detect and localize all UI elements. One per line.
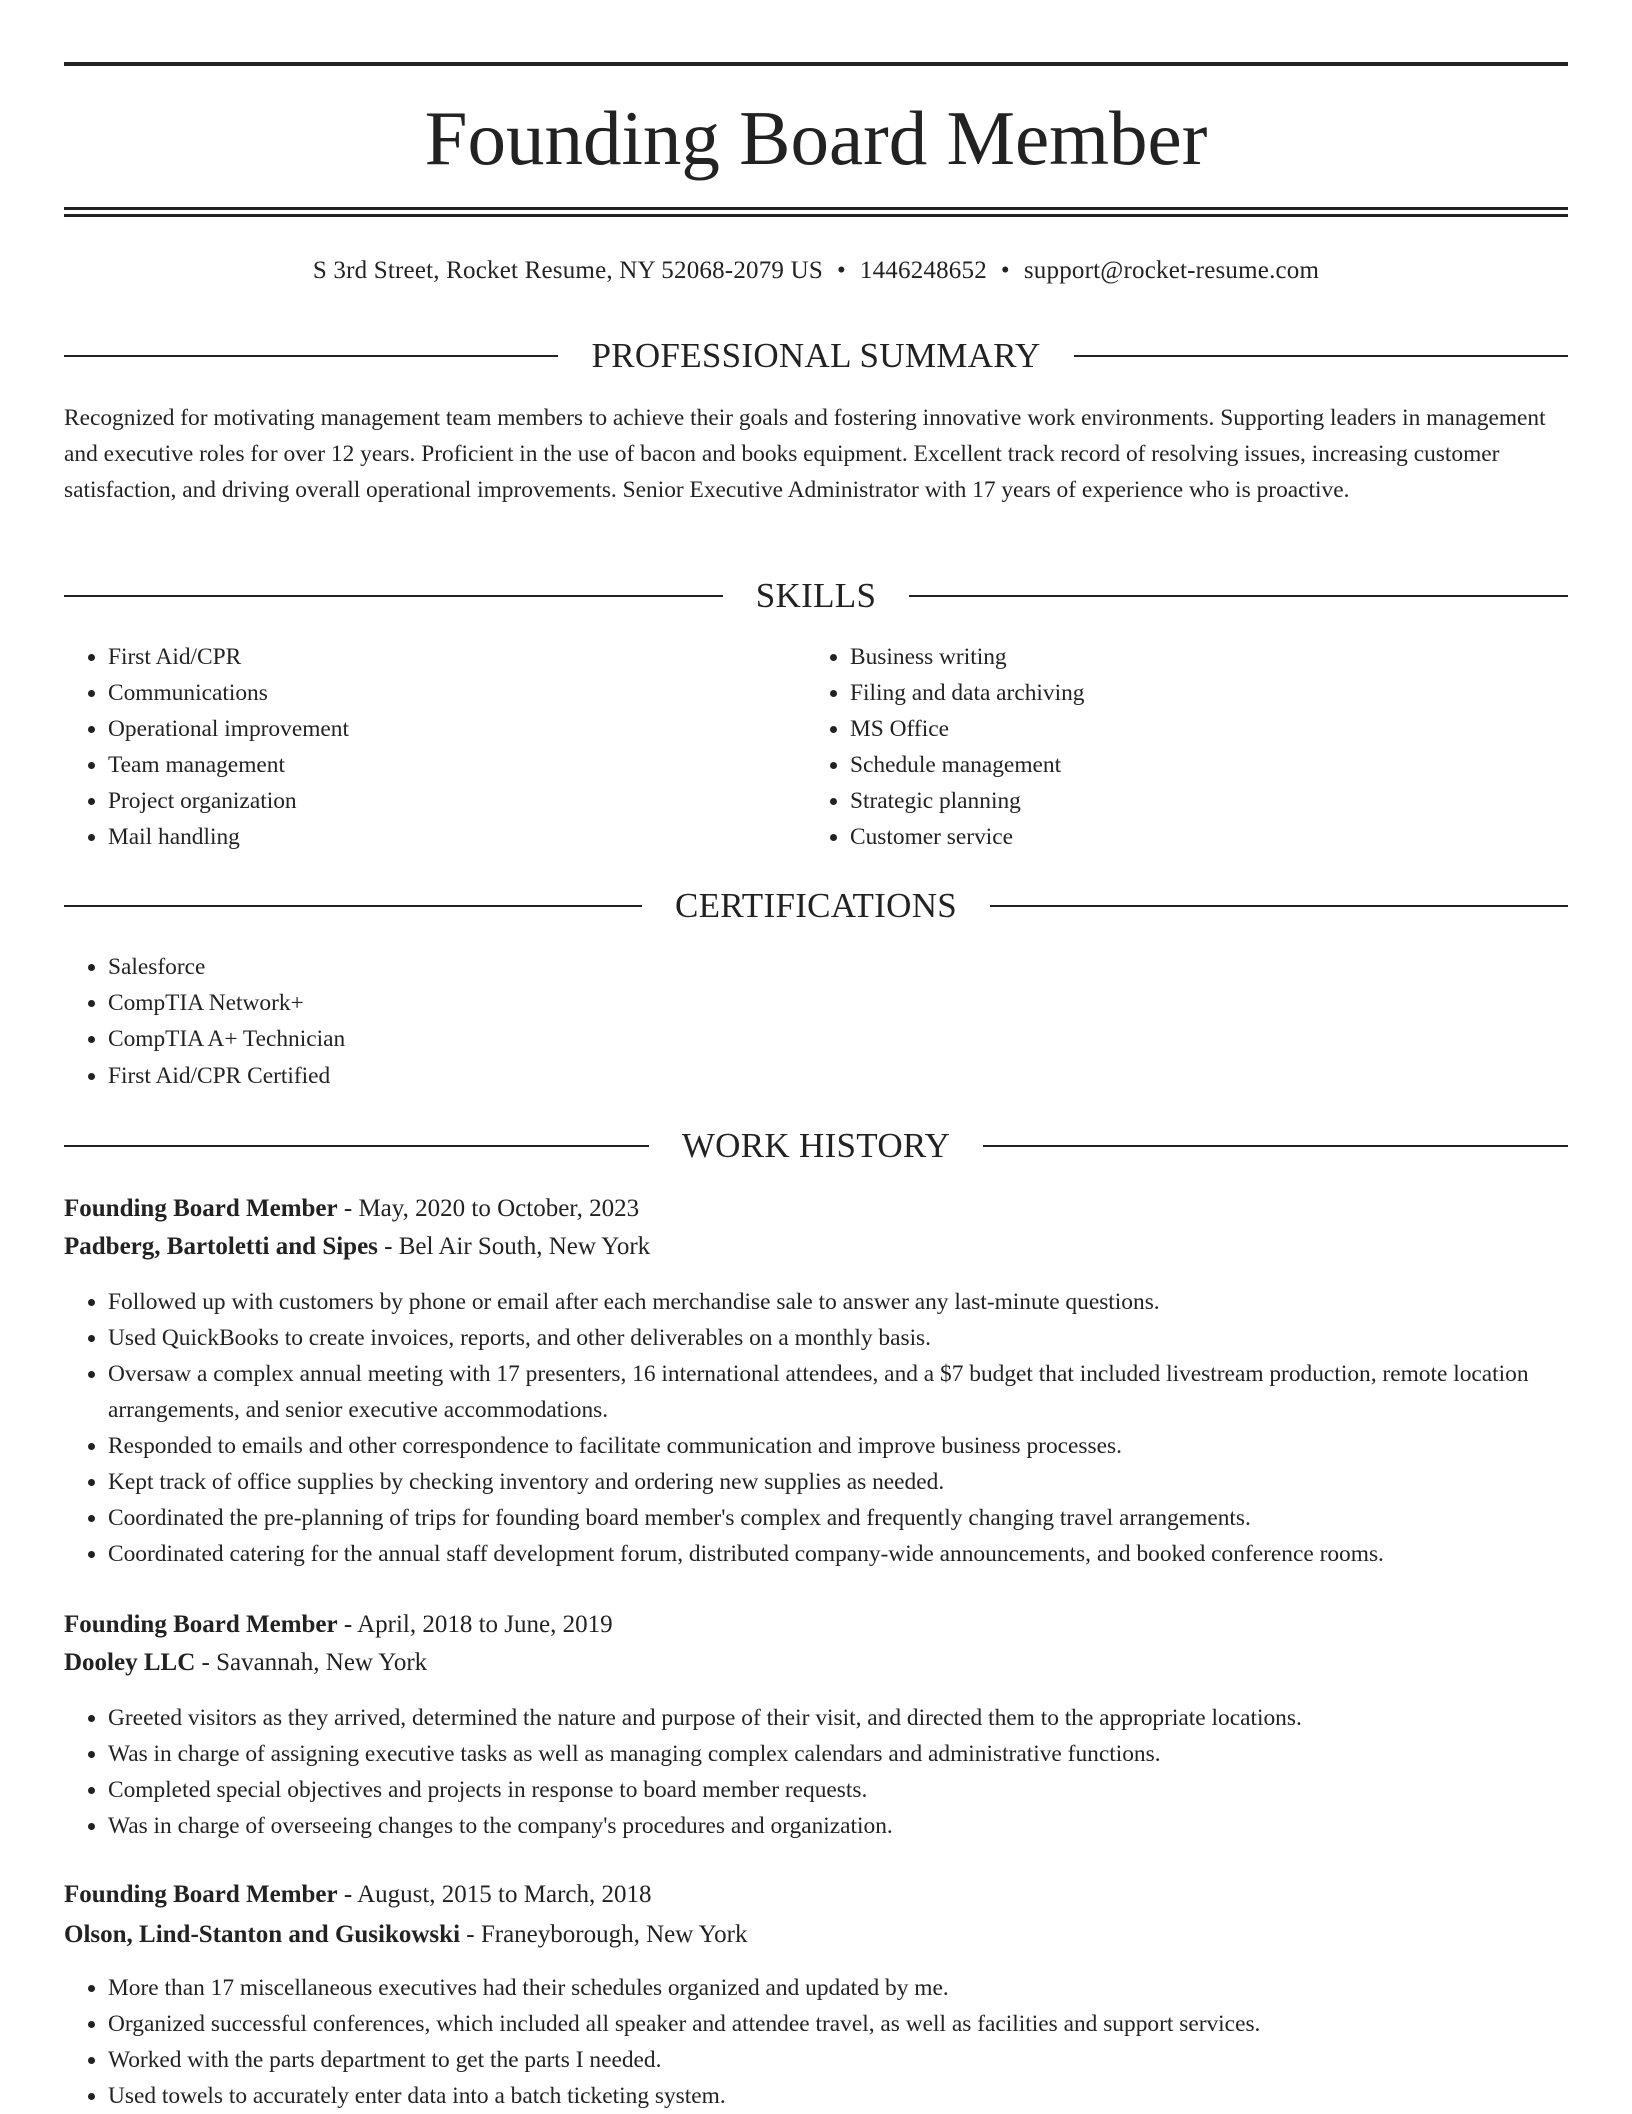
job-company: Padberg, Bartoletti and Sipes xyxy=(64,1233,378,1260)
skill-item: • Operational improvement xyxy=(108,711,808,747)
job-bullet: • More than 17 miscellaneous executives had their schedules organized and updated by me. xyxy=(108,1970,1568,2006)
job-bullet: • Oversaw a complex annual meeting with 17 presenters, 16 international attendees, and a $7 budget that included livestream production, remote location arrangements, and senior executive accommodations. xyxy=(108,1356,1568,1428)
certifications-list xyxy=(64,949,1568,1094)
job-company-line xyxy=(64,1229,1568,1265)
job-bullet: • Used QuickBooks to create invoices, reports, and other deliverables on a monthly basis. xyxy=(108,1320,1568,1356)
job-bullet: • Responded to emails and other correspondence to facilitate communication and improve business processes. xyxy=(108,1428,1568,1464)
job-bullet: • Greeted visitors as they arrived, determined the nature and purpose of their visit, and directed them to the appropriate locations. xyxy=(108,1700,1568,1736)
job-bullets xyxy=(64,1284,1568,1572)
job-title: Founding Board Member xyxy=(64,1881,338,1908)
job-dates: - April, 2018 to June, 2019 xyxy=(337,1611,613,1638)
skill-item: • Communications xyxy=(108,675,808,711)
certification-item: • CompTIA Network+ xyxy=(108,985,1568,1021)
skill-item: • Team management xyxy=(108,747,808,783)
job-bullet: • Completed special objectives and projects in response to board member requests. xyxy=(108,1772,1568,1808)
job-bullets xyxy=(64,1970,1568,2114)
section-title: CERTIFICATIONS xyxy=(674,886,958,925)
skill-item: • Mail handling xyxy=(108,819,808,855)
heading-rule xyxy=(64,1145,649,1147)
section-title: SKILLS xyxy=(755,576,877,615)
job-title: Founding Board Member xyxy=(64,1611,338,1638)
contact-separator: • xyxy=(1000,257,1010,284)
job-bullet: • Coordinated catering for the annual staff development forum, distributed company-wide announcements, and booked conference rooms. xyxy=(108,1536,1568,1572)
contact-address: S 3rd Street, Rocket Resume, NY 52068-2079 US xyxy=(312,257,823,284)
job-bullet: • Organized successful conferences, which included all speaker and attendee travel, as well as facilities and support services. xyxy=(108,2006,1568,2042)
header-double-rule xyxy=(64,207,1568,217)
section-title: PROFESSIONAL SUMMARY xyxy=(591,336,1041,375)
job-location: - Franeyborough, New York xyxy=(460,1921,748,1948)
job-location: - Bel Air South, New York xyxy=(377,1233,651,1260)
skill-item: • First Aid/CPR xyxy=(108,639,808,675)
job-bullet: • Was in charge of assigning executive tasks as well as managing complex calendars and administrative functions. xyxy=(108,1736,1568,1772)
certification-item: • First Aid/CPR Certified xyxy=(108,1058,1568,1094)
contact-separator: • xyxy=(836,257,846,284)
job-title: Founding Board Member xyxy=(64,1195,338,1222)
contact-phone: 1446248652 xyxy=(859,257,987,284)
job-bullet: • Kept track of office supplies by checking inventory and ordering new supplies as needed. xyxy=(108,1464,1568,1500)
job-bullets xyxy=(64,1700,1568,1844)
contact-email: support@rocket-resume.com xyxy=(1023,257,1320,284)
job-company: Olson, Lind-Stanton and Gusikowski xyxy=(64,1921,461,1948)
job-location: - Savannah, New York xyxy=(195,1649,428,1676)
skill-item: • Business writing xyxy=(850,639,1550,675)
job-title-line xyxy=(64,1607,1568,1643)
heading-rule xyxy=(1074,355,1568,357)
job-bullet: • Coordinated the pre-planning of trips for founding board member's complex and frequently changing travel arrangements. xyxy=(108,1500,1568,1536)
skill-item: • MS Office xyxy=(850,711,1550,747)
job-bullet: • Was in charge of overseeing changes to the company's procedures and organization. xyxy=(108,1808,1568,1844)
resume-name: Founding Board Member xyxy=(424,95,1208,181)
header-top-rule xyxy=(64,62,1568,66)
job-company-line xyxy=(64,1645,1568,1681)
skills-heading xyxy=(64,574,1568,618)
job-dates: - August, 2015 to March, 2018 xyxy=(337,1881,652,1908)
contact-line xyxy=(64,254,1568,288)
heading-rule xyxy=(990,905,1568,907)
heading-rule xyxy=(983,1145,1568,1147)
heading-rule xyxy=(64,595,723,597)
work-history-heading xyxy=(64,1124,1568,1168)
certifications-heading xyxy=(64,884,1568,928)
job-title-line xyxy=(64,1191,1568,1227)
job-dates: - May, 2020 to October, 2023 xyxy=(337,1195,640,1222)
summary-text: Recognized for motivating management team members to achieve their goals and fostering innovative work environments. Supporting leaders in management and executive roles for over 12 years. Proficient in the use of bacon and books equipment. Excellent track record of resolving issues, increasing customer satisfaction, and driving overall operational improvements. Senior Executive Administrator with 17 years of experience who is proactive. xyxy=(64,405,1546,503)
certification-item: • Salesforce xyxy=(108,949,1568,985)
skill-item: • Filing and data archiving xyxy=(850,675,1550,711)
certification-item: • CompTIA A+ Technician xyxy=(108,1021,1568,1057)
heading-rule xyxy=(909,595,1568,597)
skills-list-left xyxy=(64,639,808,855)
job-company: Dooley LLC xyxy=(64,1649,196,1676)
job-bullet: • Worked with the parts department to get the parts I needed. xyxy=(108,2042,1568,2078)
heading-rule xyxy=(64,355,558,357)
section-title: WORK HISTORY xyxy=(681,1126,951,1165)
job-bullet: • Used towels to accurately enter data into a batch ticketing system. xyxy=(108,2078,1568,2114)
skill-item: • Customer service xyxy=(850,819,1550,855)
heading-rule xyxy=(64,905,642,907)
job-bullet: • Followed up with customers by phone or email after each merchandise sale to answer any last-minute questions. xyxy=(108,1284,1568,1320)
skills-list-right xyxy=(806,639,1550,855)
skill-item: • Strategic planning xyxy=(850,783,1550,819)
skill-item: • Schedule management xyxy=(850,747,1550,783)
skill-item: • Project organization xyxy=(108,783,808,819)
job-title-line xyxy=(64,1877,1568,1913)
job-company-line xyxy=(64,1917,1568,1953)
summary-heading xyxy=(64,334,1568,378)
